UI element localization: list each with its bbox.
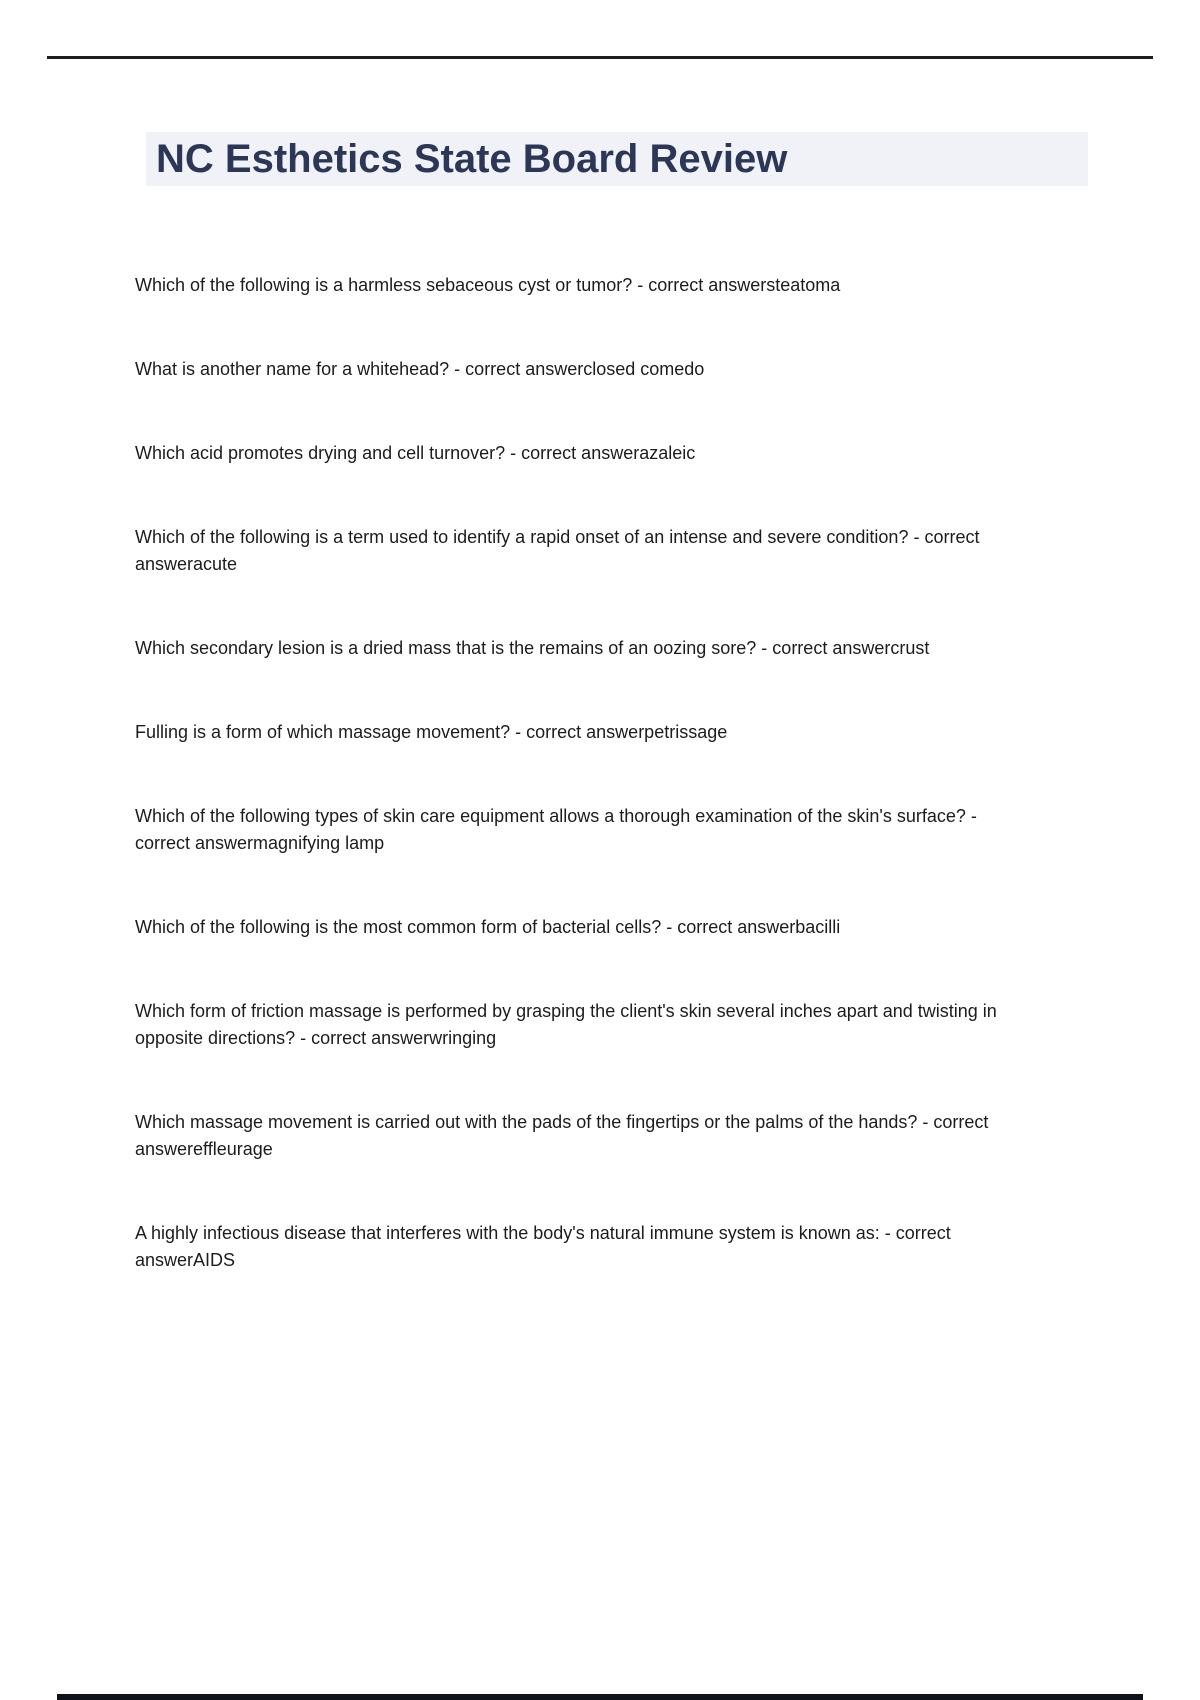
- page-title: NC Esthetics State Board Review: [156, 137, 788, 181]
- qa-item: What is another name for a whitehead? - correct answerclosed comedo: [135, 359, 705, 379]
- qa-item: Fulling is a form of which massage movement? - correct answerpetrissage: [135, 722, 728, 742]
- top-rule-divider: [47, 56, 1153, 59]
- qa-item: Which secondary lesion is a dried mass that is the remains of an oozing sore? - correct answercrust: [135, 638, 930, 658]
- qa-list: [135, 272, 1030, 1331]
- qa-item: Which acid promotes drying and cell turnover? - correct answerazaleic: [135, 443, 696, 463]
- footer-bar: [57, 1694, 1143, 1700]
- qa-item: Which of the following is the most common form of bacterial cells? - correct answerbacilli: [135, 917, 841, 937]
- title-highlight-bar: [146, 132, 1088, 186]
- qa-item: Which massage movement is carried out with the pads of the fingertips or the palms of the hands? - correct answereffleurage: [135, 1112, 989, 1159]
- qa-item: Which form of friction massage is performed by grasping the client's skin several inches apart and twisting in opposite directions? - correct answerwringing: [135, 1001, 997, 1048]
- qa-item: Which of the following is a term used to identify a rapid onset of an intense and severe condition? - correct answeracute: [135, 527, 980, 574]
- qa-item: A highly infectious disease that interferes with the body's natural immune system is known as: - correct answerAIDS: [135, 1223, 951, 1270]
- qa-item: Which of the following is a harmless sebaceous cyst or tumor? - correct answersteatoma: [135, 275, 841, 295]
- qa-item: Which of the following types of skin care equipment allows a thorough examination of the skin's surface? - correct answermagnifying lamp: [135, 806, 977, 853]
